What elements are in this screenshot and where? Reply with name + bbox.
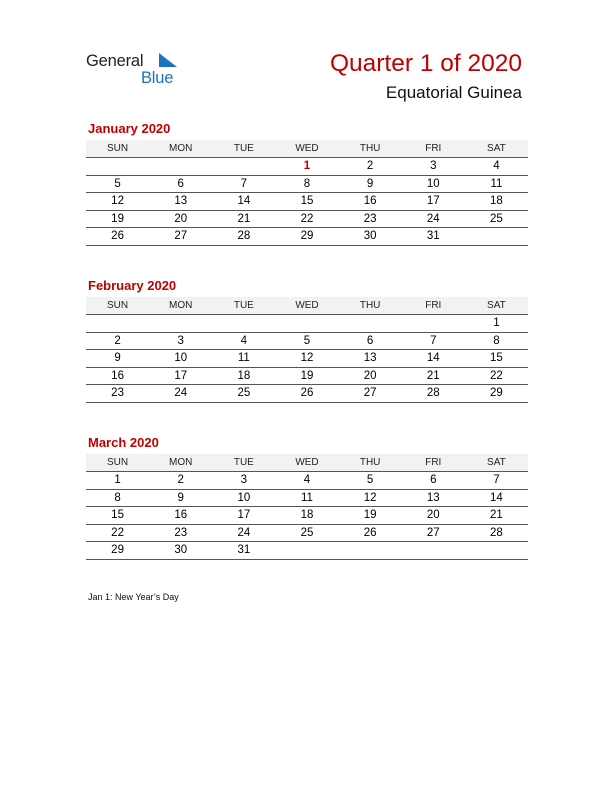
day-cell: 8 xyxy=(114,491,121,504)
day-cell: 29 xyxy=(300,230,314,242)
day-cell: 1 xyxy=(114,474,121,486)
day-cell: 31 xyxy=(426,230,440,242)
week-row xyxy=(86,333,528,351)
week-row xyxy=(86,158,528,176)
weekday-label: FRI xyxy=(425,300,442,311)
day-cell: 6 xyxy=(430,474,437,486)
weekday-label: WED xyxy=(295,300,319,311)
day-cell: 6 xyxy=(177,177,184,190)
holiday-note: Jan 1: New Year’s Day xyxy=(88,592,179,602)
day-cell: 27 xyxy=(426,526,440,539)
month-january xyxy=(86,121,528,246)
day-cell: 23 xyxy=(174,526,188,539)
weekday-label: TUE xyxy=(233,143,254,154)
day-cell: 5 xyxy=(114,177,121,190)
day-cell: 13 xyxy=(363,352,377,364)
day-cell: 16 xyxy=(111,369,124,382)
weekday-label: SUN xyxy=(107,300,129,311)
day-cell: 18 xyxy=(237,369,251,382)
month-title: January 2020 xyxy=(88,121,171,136)
day-cell: 28 xyxy=(237,230,251,242)
empty-day-cell xyxy=(275,542,338,559)
day-cell: 10 xyxy=(237,491,251,504)
month-february xyxy=(86,278,528,403)
day-cell: 27 xyxy=(363,387,377,399)
day-cell: 16 xyxy=(363,195,377,207)
empty-day-cell xyxy=(465,542,528,559)
week-row xyxy=(86,211,528,229)
weekday-label: FRI xyxy=(425,143,442,154)
day-cell: 4 xyxy=(303,474,311,486)
empty-day-cell xyxy=(402,315,465,332)
day-cell: 14 xyxy=(426,352,440,364)
day-cell: 2 xyxy=(177,474,184,486)
weekday-label: SAT xyxy=(487,143,506,154)
day-cell: 19 xyxy=(363,509,377,521)
month-title: March 2020 xyxy=(88,435,159,450)
day-cell: 24 xyxy=(174,387,188,399)
day-cell: 12 xyxy=(363,491,377,504)
calendar-grid xyxy=(86,454,528,560)
week-row xyxy=(86,315,528,333)
day-cell: 26 xyxy=(111,230,124,242)
day-cell: 26 xyxy=(300,387,314,399)
day-cell: 19 xyxy=(111,212,124,225)
day-cell: 26 xyxy=(363,526,377,539)
day-cell: 14 xyxy=(490,491,503,504)
weekday-label: MON xyxy=(169,457,193,468)
week-row xyxy=(86,507,528,525)
day-cell: 13 xyxy=(426,491,440,504)
weekday-header-row xyxy=(86,454,528,472)
day-cell: 8 xyxy=(303,177,311,190)
weekday-label: SAT xyxy=(487,457,506,468)
day-cell: 16 xyxy=(174,509,188,521)
day-cell: 28 xyxy=(426,387,440,399)
day-cell: 12 xyxy=(300,352,314,364)
day-cell: 21 xyxy=(426,369,440,382)
weekday-label: SUN xyxy=(107,143,129,154)
day-cell: 27 xyxy=(174,230,188,242)
week-row xyxy=(86,368,528,386)
week-row xyxy=(86,542,528,560)
day-cell: 23 xyxy=(363,212,377,225)
day-cell: 17 xyxy=(174,369,188,382)
day-cell: 17 xyxy=(426,195,440,207)
weekday-header-row xyxy=(86,297,528,315)
empty-day-cell xyxy=(86,315,149,332)
day-cell: 28 xyxy=(490,526,503,539)
day-cell: 11 xyxy=(301,491,313,504)
day-cell: 3 xyxy=(240,474,248,486)
day-cell: 13 xyxy=(174,195,188,207)
day-cell: 3 xyxy=(177,334,184,347)
weekday-label: THU xyxy=(359,457,381,468)
day-cell: 19 xyxy=(300,369,314,382)
day-cell: 10 xyxy=(426,177,440,190)
day-cell: 15 xyxy=(490,352,503,364)
empty-day-cell xyxy=(86,158,149,175)
day-cell: 14 xyxy=(237,195,251,207)
day-cell: 3 xyxy=(430,160,437,172)
day-cell: 4 xyxy=(240,334,248,347)
day-cell: 1 xyxy=(303,160,311,172)
logo-triangle-icon xyxy=(159,53,177,67)
logo-word-general: General xyxy=(86,52,144,70)
day-cell: 7 xyxy=(493,474,500,486)
day-cell: 1 xyxy=(493,317,500,329)
day-cell: 18 xyxy=(300,509,314,521)
day-cell: 9 xyxy=(177,491,184,504)
weekday-label: TUE xyxy=(233,300,254,311)
weekday-label: WED xyxy=(295,457,319,468)
empty-day-cell xyxy=(339,315,402,332)
weekday-label: SAT xyxy=(487,300,506,311)
day-cell: 25 xyxy=(490,212,503,225)
day-cell: 21 xyxy=(490,509,503,521)
day-cell: 17 xyxy=(237,509,251,521)
day-cell: 29 xyxy=(490,387,503,399)
day-cell: 9 xyxy=(114,352,121,364)
weekday-label: MON xyxy=(169,143,193,154)
day-cell: 7 xyxy=(430,334,437,347)
week-row xyxy=(86,350,528,368)
weekday-label: FRI xyxy=(425,457,442,468)
country-subtitle: Equatorial Guinea xyxy=(385,83,522,102)
day-cell: 12 xyxy=(111,195,124,207)
empty-day-cell xyxy=(465,228,528,245)
day-cell: 5 xyxy=(303,334,311,347)
week-row xyxy=(86,490,528,508)
day-cell: 18 xyxy=(490,195,503,207)
week-row xyxy=(86,193,528,211)
empty-day-cell xyxy=(149,315,212,332)
day-cell: 22 xyxy=(300,212,314,225)
day-cell: 23 xyxy=(111,387,124,399)
generalblue-logo xyxy=(86,50,196,90)
weekday-label: SUN xyxy=(107,457,129,468)
day-cell: 31 xyxy=(237,544,251,556)
empty-day-cell xyxy=(212,315,275,332)
day-cell: 22 xyxy=(490,369,503,382)
day-cell: 20 xyxy=(363,369,377,382)
day-cell: 25 xyxy=(300,526,314,539)
month-march xyxy=(86,435,528,560)
day-cell: 20 xyxy=(426,509,440,521)
day-cell: 25 xyxy=(237,387,251,399)
week-row xyxy=(86,228,528,246)
calendar-grid xyxy=(86,140,528,246)
day-cell: 2 xyxy=(366,160,374,172)
page-title: Quarter 1 of 2020 xyxy=(329,50,522,77)
weekday-label: TUE xyxy=(233,457,254,468)
empty-day-cell xyxy=(402,542,465,559)
empty-day-cell xyxy=(339,542,402,559)
day-cell: 21 xyxy=(237,212,251,225)
day-cell: 9 xyxy=(366,177,374,190)
empty-day-cell xyxy=(149,158,212,175)
empty-day-cell xyxy=(275,315,338,332)
week-row xyxy=(86,385,528,403)
calendar-grid xyxy=(86,297,528,403)
day-cell: 10 xyxy=(174,352,188,364)
day-cell: 20 xyxy=(174,212,188,225)
day-cell: 11 xyxy=(237,352,250,364)
month-title: February 2020 xyxy=(88,278,177,293)
day-cell: 7 xyxy=(240,177,248,190)
weekday-label: MON xyxy=(169,300,193,311)
weekday-label: THU xyxy=(359,300,381,311)
day-cell: 5 xyxy=(366,474,374,486)
week-row xyxy=(86,176,528,194)
day-cell: 30 xyxy=(363,230,377,242)
weekday-label: WED xyxy=(295,143,319,154)
day-cell: 24 xyxy=(426,212,440,225)
weekday-label: THU xyxy=(359,143,381,154)
day-cell: 4 xyxy=(493,160,500,172)
day-cell: 24 xyxy=(237,526,251,539)
day-cell: 6 xyxy=(366,334,374,347)
day-cell: 15 xyxy=(111,509,124,521)
day-cell: 30 xyxy=(174,544,188,556)
day-cell: 2 xyxy=(114,334,121,347)
day-cell: 15 xyxy=(300,195,314,207)
weekday-header-row xyxy=(86,140,528,158)
logo-word-blue: Blue xyxy=(141,69,174,87)
week-row xyxy=(86,472,528,490)
empty-day-cell xyxy=(212,158,275,175)
day-cell: 29 xyxy=(111,544,124,556)
day-cell: 8 xyxy=(493,334,500,347)
day-cell: 11 xyxy=(490,177,503,190)
week-row xyxy=(86,525,528,543)
day-cell: 22 xyxy=(111,526,124,539)
